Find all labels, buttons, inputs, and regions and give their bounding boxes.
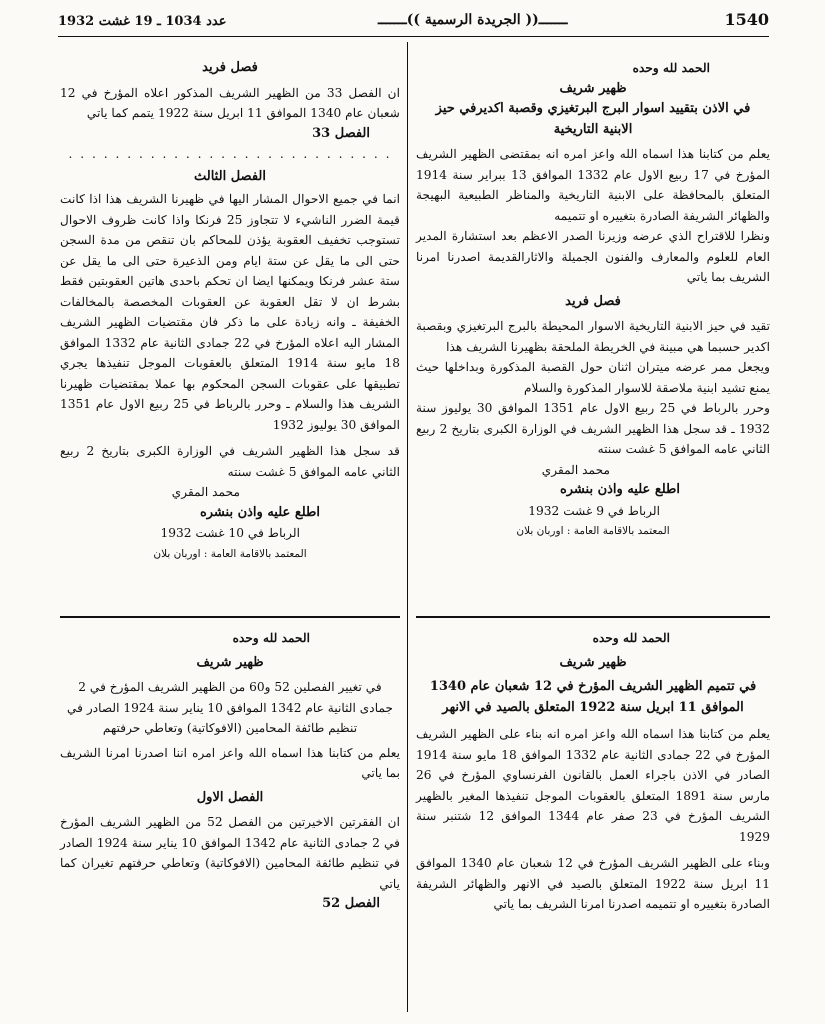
dahir-proposal: ونظرا للاقتراح الذي عرضه وزيرنا الصدر الاعظم بعد استشارة المدير العام للعلوم والمعارف والفنون الجميلة والاثارالقديمة اصدرنا امرنا الشريف بما ياتي — [416, 229, 770, 284]
approval: اطلع عليه واذن بنشره — [559, 482, 680, 497]
dahir-subject: في الاذن بتقييد اسوار البرج البرتغيزي وقصبة اكديرفي حيز الابنية التاريخية — [435, 101, 751, 137]
dahir-preamble: يعلم من كتابنا هذا اسماه الله واعز امره اننا اصدرنا امرنا الشريف بما ياتي — [60, 745, 400, 780]
header-rule — [58, 36, 769, 37]
dahir-preamble: يعلم من كتابنا هذا اسماه الله واعز امره انه بناء على الظهير الشريف المؤرخ في 22 جمادى الثانية عام 1332 الموافق 18 مايو سنة 1914 الصادر في الاذن باجراء العمل بالقانون الفرنساوي المؤرخ في 26 مارس سنة 1891 المتعلق بالعقوبات الموجل تنفيذها المغير بالظهير الشريف المؤرخ في 23 صفر عام 1344 الموافق 12 شتنبر سنة 1929 — [416, 727, 770, 844]
chapter-3-body: انما في جميع الاحوال المشار اليها في ظهيرنا الشريف هذا اذا كانت قيمة الضرر الناشيء لا تتجاوز 25 فرنكا واذا كانت ظروف الاحوال تستوجب تخفيف العقوبة يؤذن للمحاكم بان تنقص من مدة السجن حتى الى ما يقل عن ستة ايام ومن الذعيرة حتى الى ما يقل عن ستة عشر فرنكا ويمكنها ايضا ان تحكم باحدى هاتين العقوبتين فقط بشرط ان لا تقل العقوبة عن العقوبات المخصصة بالمخالفات الخفيفة ـ وانه زيادة على ما ذكر فان مقتضيات الظهير الشريف المشار اليه اعلاه المؤرخ في 22 جمادى الثانية عام 1332 الموافق 18 مايو سنة 1914 المتعلق بالعقوبات الموجل تنفيذها يجري تطبيقها على عقوبات السجن المحكوم بها عملا بمقتضيات ظهيرنا الشريف هذا والسلام ـ وحرر بالرباط في 25 ربيع الاول عام 1351 الموافق 30 يوليوز 1932 — [60, 192, 400, 432]
resident-line — [416, 521, 770, 542]
dahir-proposal: وبناء على الظهير الشريف المؤرخ في 12 شعبان عام 1340 الموافق 11 ابريل سنة 1922 المتعلق بالصيد في الانهر والظهائر الشريفة الصادرة بتغييره او تتميمه اصدرنا امرنا الشريف بما ياتي — [416, 856, 770, 911]
chapter-1-heading: الفصل الاول — [196, 789, 264, 805]
section-separator-right — [416, 616, 770, 618]
hamd-heading: الحمد لله وحده — [232, 631, 310, 645]
column-divider — [407, 42, 408, 1012]
article-heading: فصل فريد — [565, 293, 621, 309]
dahir-made: وحرر بالرباط في 25 ربيع الاول عام 1351 الموافق 30 يوليوز سنة 1932 ـ قد سجل هذا الظهير الشريف في الوزارة الكبرى بتاريخ 2 ربيع الثاني عامه الموافق 5 غشت سنته — [416, 401, 770, 456]
approval-date: الرباط في 10 غشت 1932 — [160, 526, 300, 540]
approval-date: الرباط في 9 غشت 1932 — [528, 503, 660, 518]
resident-line — [60, 544, 400, 565]
section-separator-left — [60, 616, 400, 618]
hamd-heading: الحمد لله وحده — [592, 631, 670, 645]
registration: قد سجل هذا الظهير الشريف في الوزارة الكبرى بتاريخ 2 ربيع الثاني عامه الموافق 5 غشت سنته — [60, 444, 400, 479]
resident-label: المعتمد بالاقامة العامة : — [203, 547, 307, 560]
dahir-preamble: يعلم من كتابنا هذا اسماه الله واعز امره انه بمقتضى الظهير الشريف المؤرخ في 17 ربيع الاول عام 1332 الموافق 13 ببراير سنة 1914 المتعلق بالمحافظة على الابنية التاريخية والمناظر الطبيعية البهيجة والظهائر الشريفة الصادرة بتغييره او تتميمه — [416, 147, 770, 223]
dotted-divider: . . . . . . . . . . . . . . . . . . . . . . . . . . . . — [68, 147, 392, 161]
dahir-portuguese-tower — [416, 58, 770, 542]
dahir-subject: في تتميم الظهير الشريف المؤرخ في 12 شعبان عام 1340 الموافق 11 ابريل سنة 1922 المتعلق بالصيد في الانهر — [429, 679, 757, 715]
article-52-label: الفصل 52 — [322, 896, 380, 911]
dahir-lawyers — [60, 628, 400, 915]
signature-row — [60, 482, 400, 503]
article-heading: فصل فريد — [202, 60, 258, 75]
dahir-subject: في تغيير الفصلين 52 و60 من الظهير الشريف المؤرخ في 2 جمادى الثانية عام 1342 الموافق 10 يناير سنة 1924 الصادر في تنظيم طائفة المحامين (الافوكاتية) وتعاطي حرفتهم — [66, 680, 394, 735]
resident-name: اوربان بلان — [153, 547, 201, 560]
resident-label: المعتمد بالاقامة العامة : — [566, 525, 670, 537]
article-body: ان الفصل 33 من الظهير الشريف المذكور اعلاه المؤرخ في 12 شعبان عام 1340 الموافق 11 ابريل سنة 1922 يتمم كما ياتي — [60, 85, 401, 120]
article-body-2: ويجعل ممر عرضه ميتران اثنان حول القصبة المذكورة وبداخلها حيث يمنع تشيد ابنية ملاصقة للاسوار المذكورة والسلام — [416, 360, 770, 395]
page-number: 1540 — [724, 10, 769, 29]
resident-name: اوربان بلان — [516, 525, 564, 537]
dahir-heading: ظهير شريف — [196, 654, 264, 670]
signatory: محمد المقري — [171, 485, 240, 499]
dahir-article-33 — [60, 58, 400, 564]
dahir-heading: ظهير شريف — [559, 80, 627, 96]
article-body: تقيد في حيز الابنية التاريخية الاسوار المحيطة بالبرج البرتغيزي وبقصبة اكدير حسبما هي مبينة في الخريطة الملحقة بظهيرنا الشريف هذا — [416, 319, 770, 354]
signature-row — [416, 460, 770, 481]
chapter-3-heading: الفصل الثالث — [194, 168, 266, 184]
dahir-heading: ظهير شريف — [559, 654, 627, 670]
dahir-river-fishing — [416, 628, 770, 915]
journal-title: ـــــــ(( الجريدة الرسمية ))ـــــــ — [378, 12, 568, 28]
page-header — [58, 8, 769, 36]
article-33-label: الفصل 33 — [312, 125, 370, 141]
approval: اطلع عليه واذن بنشره — [199, 504, 320, 520]
chapter-1-body: ان الفقرتين الاخيرتين من الفصل 52 من الظهير الشريف المؤرخ في 2 جمادى الثانية عام 1342 الموافق 10 يناير سنة 1924 الصادر في تنظيم طائفة المحامين (الافوكاتية) وتعاطي حرفتهم تغيران كما ياتي — [60, 815, 400, 891]
issue-number: عدد 1034 ـ 19 غشت 1932 — [58, 14, 227, 29]
hamd-heading: الحمد لله وحده — [632, 61, 710, 75]
signatory: محمد المقري — [541, 462, 610, 477]
